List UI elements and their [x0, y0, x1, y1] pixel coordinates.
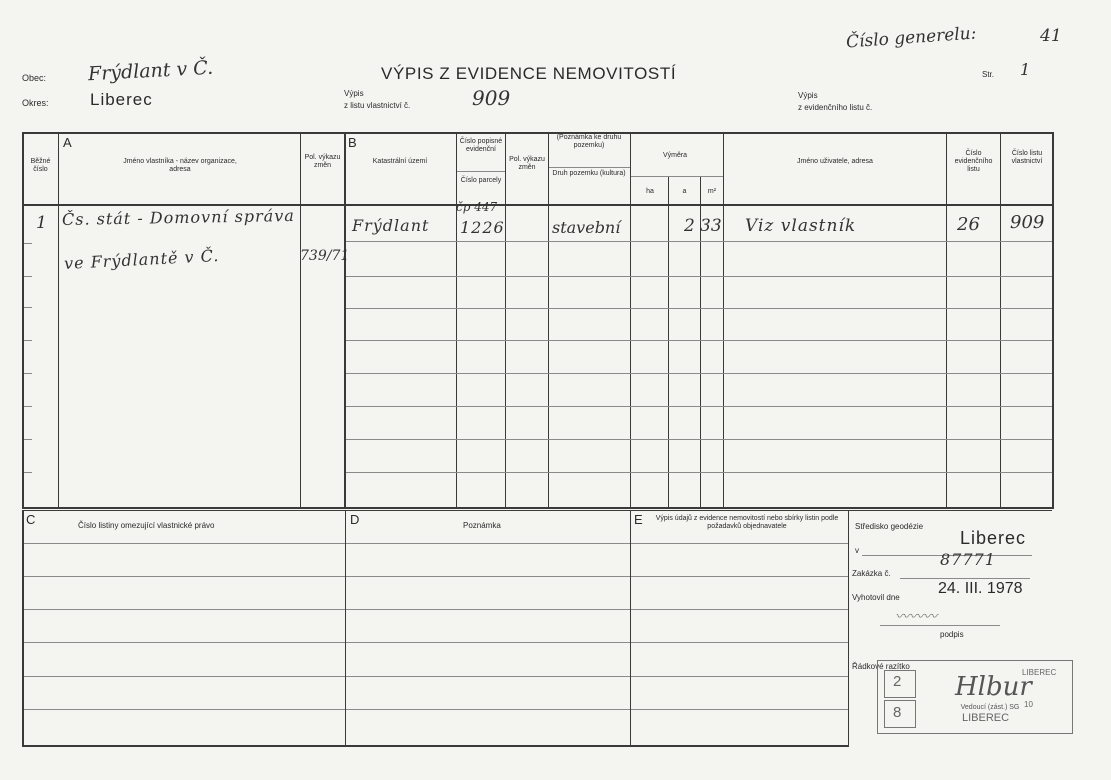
- page-value: 1: [1020, 60, 1031, 79]
- vypis-el-label-2: z evidenčního listu č.: [798, 103, 873, 112]
- e-line-3: [631, 609, 848, 610]
- section-e-heading: Výpis údajů z evidence nemovitostí nebo sbírky listin podle požadavků objednavatele: [655, 515, 839, 530]
- col-divider-b3: [548, 132, 549, 509]
- office-label-podpis: podpis: [940, 630, 964, 639]
- office-stredisko-value: Liberec: [960, 528, 1027, 548]
- row1-uzivatel: Viz vlastník: [745, 216, 857, 236]
- e-line-2: [631, 576, 848, 577]
- subheader-line-vymera: [631, 176, 723, 177]
- office-line-zakazka: [900, 578, 1030, 579]
- col-divider-b7: [1000, 132, 1001, 509]
- section-a-letter: A: [63, 135, 72, 150]
- cd-divider: [345, 510, 346, 747]
- row1-vymera-m2: 33: [700, 216, 722, 236]
- col-jmeno-vlastnika: Jméno vlastníka - název organizace, adresa: [123, 158, 237, 173]
- vypis-el-label-1: Výpis: [798, 91, 818, 100]
- row1-ev-list: 26: [957, 214, 980, 235]
- bottom-top-border: [22, 510, 1052, 511]
- e-line-5: [631, 676, 848, 677]
- okres-label: Okres:: [22, 98, 49, 108]
- office-label-razitko: Řádkové razítko: [852, 662, 910, 671]
- top-table-left-border: [22, 132, 24, 509]
- c-line-5: [24, 676, 345, 677]
- col-divider-b5: [723, 132, 724, 509]
- subheader-line-druh: [549, 167, 630, 168]
- col-cislo-lv: Číslo listu vlastnictví: [1011, 150, 1043, 165]
- col-cislo-popisne: Číslo popisné evidenční: [459, 138, 503, 153]
- row-line-4: [346, 340, 1052, 341]
- col-divider-b2: [505, 132, 506, 509]
- tick-4: [24, 340, 32, 341]
- tick-6: [24, 406, 32, 407]
- office-label-stredisko: Středisko geodézie: [855, 522, 924, 531]
- stamp-digit-2: 8: [893, 704, 902, 721]
- c-line-2: [24, 576, 345, 577]
- bottom-bottom-border: [22, 745, 848, 747]
- tick-7: [24, 439, 32, 440]
- row1-katastralni: Frýdlant: [352, 216, 430, 235]
- office-label-vyhotovil: Vyhotovil dne: [852, 593, 900, 602]
- d-line-3: [346, 609, 630, 610]
- subheader-line-cislo: [457, 171, 505, 172]
- col-divider-a2: [300, 132, 301, 509]
- office-zakazka-value: 87771: [940, 550, 996, 569]
- row-line-7: [346, 439, 1052, 440]
- row1-owner-line1: Čs. stát - Domovní správa: [61, 205, 295, 230]
- page-label: Str.: [982, 70, 995, 79]
- c-line-1: [24, 543, 345, 544]
- tick-2: [24, 276, 32, 277]
- c-line-3: [24, 609, 345, 610]
- row1-vymera-a: 2: [684, 216, 695, 236]
- col-divider-a1: [58, 132, 59, 509]
- row-line-3: [346, 308, 1052, 309]
- office-podpis-signature: 〰〰〰: [895, 609, 937, 625]
- col-divider-b1: [456, 132, 457, 509]
- d-line-1: [346, 543, 630, 544]
- office-line-podpis: [880, 625, 1000, 626]
- col-a: a: [682, 188, 687, 195]
- header-row-divider: [22, 204, 1054, 206]
- section-d-letter: D: [350, 512, 360, 527]
- stamp-text-3: LIBEREC: [962, 712, 1010, 724]
- tick-8: [24, 472, 32, 473]
- row-line-6: [346, 406, 1052, 407]
- row1-cislo-popisne: čp 447: [456, 200, 498, 214]
- row1-owner-line2: ve Frýdlantě v Č.: [63, 245, 220, 274]
- col-pol-vykazu-a: Pol. výkazu změn: [304, 154, 341, 169]
- tick-3: [24, 307, 32, 308]
- stamp-text-1: LIBEREC: [1022, 668, 1057, 677]
- generel-label: Číslo generelu:: [845, 23, 978, 53]
- d-line-5: [346, 676, 630, 677]
- vypis-lv-label-1: Výpis: [344, 89, 364, 98]
- d-line-4: [346, 642, 630, 643]
- col-jmeno-uzivatele: Jméno uživatele, adresa: [797, 158, 873, 165]
- e-line-1: [631, 543, 848, 544]
- stamp-digit-1: 2: [893, 673, 902, 690]
- col-pol-vykazu-b: Pol. výkazu změn: [509, 156, 545, 171]
- row1-pol: 739/71: [300, 248, 350, 264]
- col-divider-b4: [630, 132, 631, 509]
- c-line-6: [24, 709, 345, 710]
- col-druh-pozemku: Druh pozemku (kultura): [552, 170, 626, 177]
- col-vymera: Výměra: [662, 152, 688, 159]
- stamp-digit-3: 10: [1024, 700, 1033, 709]
- e-line-6: [631, 709, 848, 710]
- col-divider-ab: [344, 132, 346, 509]
- row1-bezne: 1: [36, 213, 47, 233]
- top-table-right-border: [1052, 132, 1054, 509]
- office-stredisko-v: v: [855, 546, 859, 555]
- section-b-letter: B: [348, 135, 357, 150]
- row-line-5: [346, 373, 1052, 374]
- obec-value: Frýdlant v Č.: [87, 56, 214, 86]
- e-office-divider: [848, 510, 849, 747]
- row1-druh: stavební: [552, 218, 621, 237]
- top-table-bottom-border: [22, 507, 1054, 509]
- d-line-2: [346, 576, 630, 577]
- office-vyhotovil-value: 24. III. 1978: [938, 580, 1023, 597]
- section-c-heading: Číslo listiny omezující vlastnické právo: [78, 521, 215, 530]
- top-table-top-border: [22, 132, 1054, 134]
- vypis-lv-value: 909: [472, 86, 511, 110]
- stamp-text-2: Vedoucí (zást.) SG: [960, 704, 1020, 711]
- generel-value: 41: [1040, 26, 1062, 46]
- tick-5: [24, 373, 32, 374]
- col-cislo-ev-listu: Číslo evidenčního listu: [954, 150, 993, 173]
- e-line-4: [631, 642, 848, 643]
- col-divider-b6: [946, 132, 947, 509]
- bottom-left-border: [22, 510, 24, 747]
- row-line-1: [346, 241, 1052, 242]
- section-d-heading: Poznámka: [463, 521, 501, 530]
- row-line-2: [346, 276, 1052, 277]
- row-line-8: [346, 472, 1052, 473]
- d-line-6: [346, 709, 630, 710]
- tick-1: [24, 243, 32, 244]
- stamp-signature: Hlbur: [955, 672, 1032, 702]
- c-line-4: [24, 642, 345, 643]
- document-title: VÝPIS Z EVIDENCE NEMOVITOSTÍ: [381, 64, 677, 83]
- col-cislo-parcely: Číslo parcely: [460, 177, 502, 184]
- row1-lv: 909: [1010, 212, 1045, 233]
- col-bezne-cislo: Běžné číslo: [30, 158, 51, 173]
- col-m2: m²: [707, 188, 717, 195]
- section-c-letter: C: [26, 512, 36, 527]
- col-divider-ha: [668, 176, 669, 509]
- office-label-zakazka: Zakázka č.: [852, 569, 891, 578]
- de-divider: [630, 510, 631, 747]
- col-poznamka-druh: (Poznámka ke druhu pozemku): [556, 134, 622, 149]
- obec-label: Obec:: [22, 73, 47, 83]
- col-ha: ha: [646, 188, 654, 195]
- section-e-letter: E: [634, 512, 643, 527]
- row1-cislo-parcely: 1226: [460, 218, 505, 237]
- col-katastralni-uzemi: Katastrální území: [372, 158, 428, 165]
- okres-value: Liberec: [90, 90, 153, 109]
- vypis-lv-label-2: z listu vlastnictví č.: [344, 101, 411, 110]
